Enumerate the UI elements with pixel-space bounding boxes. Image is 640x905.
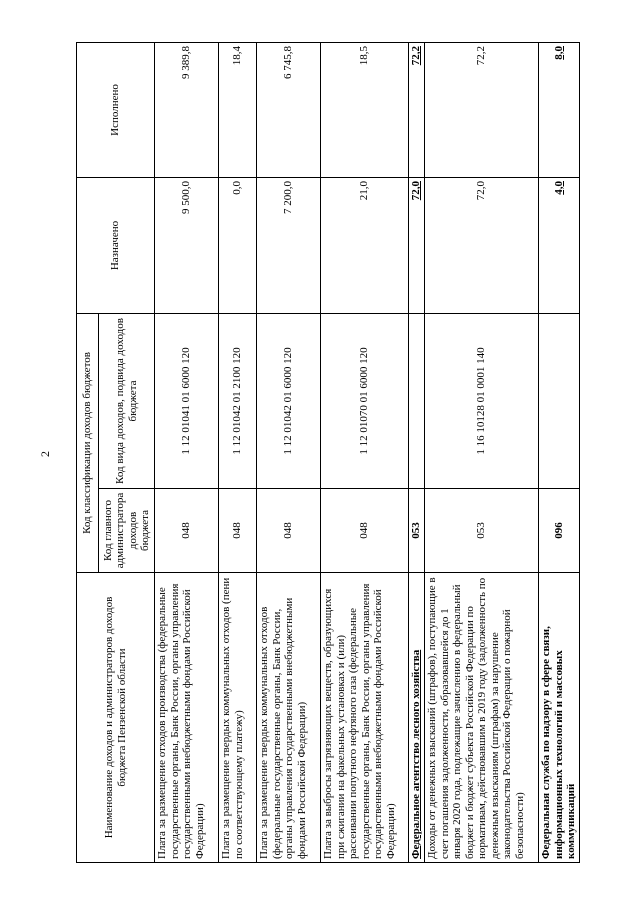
row-name: Федеральное агентство лесного хозяйства	[409, 573, 425, 863]
row-income-code: 1 12 01042 01 6000 120	[257, 314, 321, 489]
row-executed: 18,4	[219, 43, 257, 178]
row-income-code: 1 16 10128 01 0001 140	[425, 314, 539, 489]
row-assigned: 9 500,0	[155, 178, 219, 314]
row-assigned: 4,0	[539, 178, 580, 314]
row-income-code: 1 12 01042 01 2100 120	[219, 314, 257, 489]
row-name: Плата за выбросы загрязняющих веществ, образующихся при сжигании на факельных установках и (или) рассеивании попутного нефтяного газа (федеральные государственные органы, Банк России, органы управления государственными внебюджетными фондами Российской Федерации)	[321, 573, 409, 863]
row-executed: 9 389,8	[155, 43, 219, 178]
row-income-code: 1 12 01041 01 6000 120	[155, 314, 219, 489]
row-admin-code: 053	[425, 489, 539, 573]
row-admin-code: 053	[409, 489, 425, 573]
table-row	[257, 43, 321, 863]
header-name: Наименование доходов и администраторов доходов бюджета Пензенской области	[77, 573, 155, 863]
row-admin-code: 048	[321, 489, 409, 573]
row-income-code	[539, 314, 580, 489]
row-name: Плата за размещение твердых коммунальных отходов (федеральные государственные органы, Банк России, органы управления государственными внебюджетными фондами Российской Федерации)	[257, 573, 321, 863]
row-executed: 8,0	[539, 43, 580, 178]
row-name: Федеральная служба по надзору в сфере связи, информационных технологий и массовых коммуникаций	[539, 573, 580, 863]
header-income-code: Код вида доходов, подвида доходов бюджета	[99, 314, 155, 489]
table-row-section	[539, 43, 580, 863]
revenue-table	[76, 42, 580, 863]
row-income-code: 1 12 01070 01 6000 120	[321, 314, 409, 489]
row-assigned: 7 200,0	[257, 178, 321, 314]
header-admin-code: Код главного администратора доходов бюджета	[99, 489, 155, 573]
row-name: Плата за размещение твердых коммунальных отходов (пени по соответствующему платежу)	[219, 573, 257, 863]
table-row	[219, 43, 257, 863]
row-executed: 18,5	[321, 43, 409, 178]
row-executed: 72,2	[425, 43, 539, 178]
header-classification-group: Код классификации доходов бюджетов	[77, 314, 99, 573]
table-row	[155, 43, 219, 863]
row-assigned: 0,0	[219, 178, 257, 314]
table-row	[321, 43, 409, 863]
table-row	[425, 43, 539, 863]
header-executed: Исполнено	[77, 43, 155, 178]
row-assigned: 72,0	[425, 178, 539, 314]
row-income-code	[409, 314, 425, 489]
rotated-table-container	[76, 43, 577, 863]
row-assigned: 72,0	[409, 178, 425, 314]
row-executed: 6 745,8	[257, 43, 321, 178]
row-admin-code: 048	[257, 489, 321, 573]
row-name: Доходы от денежных взысканий (штрафов), поступающие в счет погашения задолженности, образовавшейся до 1 января 2020 года, подлежащие зачислению в федеральный бюджет и бюджет субъекта Российской Федерации по нормативам, действовавшим в 2019 году (задолженность по денежным взысканиям (штрафам) за нарушение законодательства Российской Федерации о пожарной безопасности)	[425, 573, 539, 863]
row-admin-code: 096	[539, 489, 580, 573]
header-assigned: Назначено	[77, 178, 155, 314]
row-admin-code: 048	[219, 489, 257, 573]
row-admin-code: 048	[155, 489, 219, 573]
page-number: 2	[38, 451, 52, 457]
row-assigned: 21,0	[321, 178, 409, 314]
table-row-section	[409, 43, 425, 863]
row-executed: 72,2	[409, 43, 425, 178]
row-name: Плата за размещение отходов производства (федеральные государственные органы, Банк России, органы управления государственными внебюджетными фондами Российской Федерации)	[155, 573, 219, 863]
